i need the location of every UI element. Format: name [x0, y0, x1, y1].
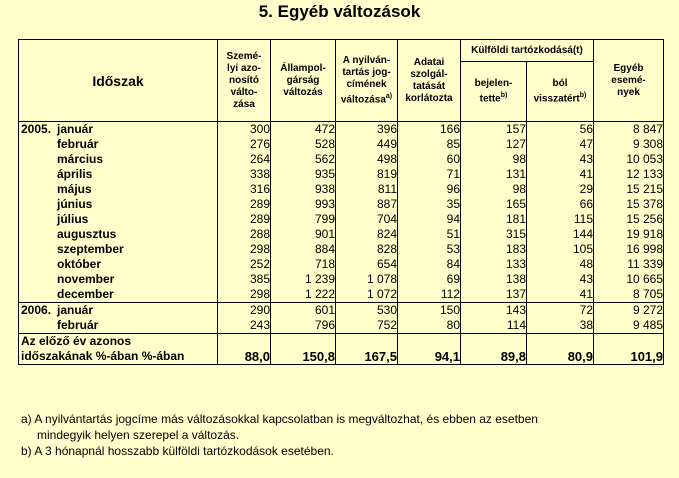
- value-cell: 15 215: [594, 182, 664, 197]
- value-cell: 396: [336, 122, 398, 138]
- index-label-line2: időszakának %-ában %-ában: [21, 349, 185, 363]
- value-cell: 183: [461, 242, 527, 257]
- index-value-cell: 89,8: [461, 334, 527, 365]
- value-cell: 243: [218, 318, 271, 334]
- value-cell: 718: [271, 257, 336, 272]
- value-cell: 41: [527, 167, 594, 182]
- value-cell: 43: [527, 272, 594, 287]
- value-cell: 1 072: [336, 287, 398, 303]
- year-label: 2005.: [21, 122, 52, 136]
- value-cell: 166: [398, 122, 461, 138]
- value-cell: 819: [336, 167, 398, 182]
- period-cell: [19, 122, 218, 138]
- footnote-a: a) A nyilvántartás jogcíme más változásokkal kapcsolatban is megváltozhat, és ebben az esetben: [21, 412, 538, 426]
- table-row: [19, 318, 664, 334]
- value-cell: 15 378: [594, 197, 664, 212]
- header-period: Időszak: [19, 40, 218, 122]
- value-cell: 298: [218, 287, 271, 303]
- value-cell: 16 998: [594, 242, 664, 257]
- value-cell: 137: [461, 287, 527, 303]
- table-row: [19, 212, 664, 227]
- period-cell: [19, 287, 218, 303]
- value-cell: 288: [218, 227, 271, 242]
- month-label: február: [57, 318, 99, 332]
- value-cell: 828: [336, 242, 398, 257]
- value-cell: 143: [461, 303, 527, 319]
- value-cell: 112: [398, 287, 461, 303]
- period-cell: [19, 303, 218, 319]
- month-label: december: [57, 287, 114, 301]
- header-data-restriction: Adatai szolgál- tatását korlátozta: [398, 40, 461, 122]
- value-cell: 884: [271, 242, 336, 257]
- table-row: [19, 137, 664, 152]
- index-value-cell: 80,9: [527, 334, 594, 365]
- value-cell: 11 339: [594, 257, 664, 272]
- value-cell: 498: [336, 152, 398, 167]
- footnote-a-continuation: mindegyik helyen szerepel a változás.: [37, 428, 240, 442]
- value-cell: 35: [398, 197, 461, 212]
- header-returned: ból visszatért$^{b)}$: [527, 62, 594, 122]
- index-value-cell: 167,5: [336, 334, 398, 365]
- month-label: szeptember: [57, 242, 124, 256]
- index-row: [19, 334, 664, 365]
- footnote-b: b) A 3 hónapnál hosszabb külföldi tartózkodások esetében.: [21, 444, 334, 458]
- value-cell: 901: [271, 227, 336, 242]
- value-cell: 105: [527, 242, 594, 257]
- month-label: április: [57, 167, 93, 181]
- value-cell: 1 222: [271, 287, 336, 303]
- value-cell: 80: [398, 318, 461, 334]
- value-cell: 472: [271, 122, 336, 138]
- value-cell: 114: [461, 318, 527, 334]
- month-label: június: [57, 197, 93, 211]
- value-cell: 66: [527, 197, 594, 212]
- value-cell: 298: [218, 242, 271, 257]
- index-value-cell: 150,8: [271, 334, 336, 365]
- period-cell: [19, 318, 218, 334]
- table-row: [19, 197, 664, 212]
- value-cell: 704: [336, 212, 398, 227]
- value-cell: 8 847: [594, 122, 664, 138]
- table-row: [19, 182, 664, 197]
- value-cell: 799: [271, 212, 336, 227]
- value-cell: 41: [527, 287, 594, 303]
- page-title: 5. Egyéb változások: [258, 2, 421, 21]
- period-cell: [19, 197, 218, 212]
- period-cell: [19, 137, 218, 152]
- value-cell: 60: [398, 152, 461, 167]
- value-cell: 654: [336, 257, 398, 272]
- value-cell: 47: [527, 137, 594, 152]
- value-cell: 562: [271, 152, 336, 167]
- month-label: március: [57, 152, 104, 166]
- table-row: [19, 152, 664, 167]
- value-cell: 289: [218, 212, 271, 227]
- value-cell: 56: [527, 122, 594, 138]
- index-value-cell: 88,0: [218, 334, 271, 365]
- value-cell: 133: [461, 257, 527, 272]
- value-cell: 316: [218, 182, 271, 197]
- period-cell: [19, 182, 218, 197]
- month-label: február: [57, 137, 99, 151]
- value-cell: 796: [271, 318, 336, 334]
- value-cell: 300: [218, 122, 271, 138]
- value-cell: 811: [336, 182, 398, 197]
- month-label: január: [57, 303, 94, 317]
- value-cell: 12 133: [594, 167, 664, 182]
- value-cell: 752: [336, 318, 398, 334]
- statistics-table: [18, 39, 664, 365]
- month-label: május: [57, 182, 92, 196]
- value-cell: 993: [271, 197, 336, 212]
- value-cell: 98: [461, 152, 527, 167]
- value-cell: 165: [461, 197, 527, 212]
- value-cell: 51: [398, 227, 461, 242]
- value-cell: 96: [398, 182, 461, 197]
- value-cell: 276: [218, 137, 271, 152]
- value-cell: 29: [527, 182, 594, 197]
- value-cell: 8 705: [594, 287, 664, 303]
- value-cell: 94: [398, 212, 461, 227]
- value-cell: 385: [218, 272, 271, 287]
- value-cell: 938: [271, 182, 336, 197]
- period-cell: [19, 212, 218, 227]
- value-cell: 289: [218, 197, 271, 212]
- table-row: [19, 287, 664, 303]
- header-registration-title-change: A nyilván- tartás jog- címének változása$^{a)}$: [336, 40, 398, 122]
- value-cell: 19 918: [594, 227, 664, 242]
- value-cell: 1 078: [336, 272, 398, 287]
- month-label: július: [57, 212, 89, 226]
- value-cell: 449: [336, 137, 398, 152]
- value-cell: 601: [271, 303, 336, 319]
- value-cell: 157: [461, 122, 527, 138]
- value-cell: 9 308: [594, 137, 664, 152]
- month-label: január: [57, 122, 94, 136]
- index-row-label: [19, 334, 218, 365]
- value-cell: 264: [218, 152, 271, 167]
- value-cell: 71: [398, 167, 461, 182]
- value-cell: 38: [527, 318, 594, 334]
- table-row: [19, 257, 664, 272]
- value-cell: 138: [461, 272, 527, 287]
- value-cell: 935: [271, 167, 336, 182]
- value-cell: 127: [461, 137, 527, 152]
- footnotes: [21, 411, 661, 459]
- table-row: [19, 122, 664, 138]
- value-cell: 131: [461, 167, 527, 182]
- value-cell: 338: [218, 167, 271, 182]
- value-cell: 315: [461, 227, 527, 242]
- value-cell: 181: [461, 212, 527, 227]
- value-cell: 69: [398, 272, 461, 287]
- year-label: 2006.: [21, 303, 52, 317]
- value-cell: 290: [218, 303, 271, 319]
- value-cell: 10 053: [594, 152, 664, 167]
- value-cell: 53: [398, 242, 461, 257]
- month-label: november: [57, 272, 115, 286]
- index-value-cell: 94,1: [398, 334, 461, 365]
- header-abroad-group: Külföldi tartózkodásá(t): [461, 40, 594, 62]
- table-row: [19, 167, 664, 182]
- header-reported: bejelen- tette$^{b)}$: [461, 62, 527, 122]
- header-citizenship-change: Állampol- gárság változás: [271, 40, 336, 122]
- value-cell: 1 239: [271, 272, 336, 287]
- period-cell: [19, 152, 218, 167]
- value-cell: 144: [527, 227, 594, 242]
- month-label: augusztus: [57, 227, 117, 241]
- value-cell: 530: [336, 303, 398, 319]
- period-cell: [19, 257, 218, 272]
- table-row: [19, 242, 664, 257]
- table-row: [19, 227, 664, 242]
- value-cell: 10 665: [594, 272, 664, 287]
- header-id-change: Szemé- lyi azo- nosító válto- zása: [218, 40, 271, 122]
- header-other-events: Egyéb esemé- nyek: [594, 40, 664, 122]
- period-cell: [19, 242, 218, 257]
- month-label: október: [57, 257, 102, 271]
- value-cell: 824: [336, 227, 398, 242]
- value-cell: 72: [527, 303, 594, 319]
- period-cell: [19, 167, 218, 182]
- value-cell: 887: [336, 197, 398, 212]
- value-cell: 84: [398, 257, 461, 272]
- value-cell: 85: [398, 137, 461, 152]
- value-cell: 252: [218, 257, 271, 272]
- index-value-cell: 101,9: [594, 334, 664, 365]
- table-row: [19, 303, 664, 319]
- value-cell: 43: [527, 152, 594, 167]
- index-label-line1: Az előző év azonos: [21, 334, 132, 348]
- value-cell: 150: [398, 303, 461, 319]
- value-cell: 9 485: [594, 318, 664, 334]
- value-cell: 15 256: [594, 212, 664, 227]
- value-cell: 48: [527, 257, 594, 272]
- period-cell: [19, 227, 218, 242]
- table-row: [19, 272, 664, 287]
- value-cell: 98: [461, 182, 527, 197]
- value-cell: 528: [271, 137, 336, 152]
- value-cell: 9 272: [594, 303, 664, 319]
- period-cell: [19, 272, 218, 287]
- value-cell: 115: [527, 212, 594, 227]
